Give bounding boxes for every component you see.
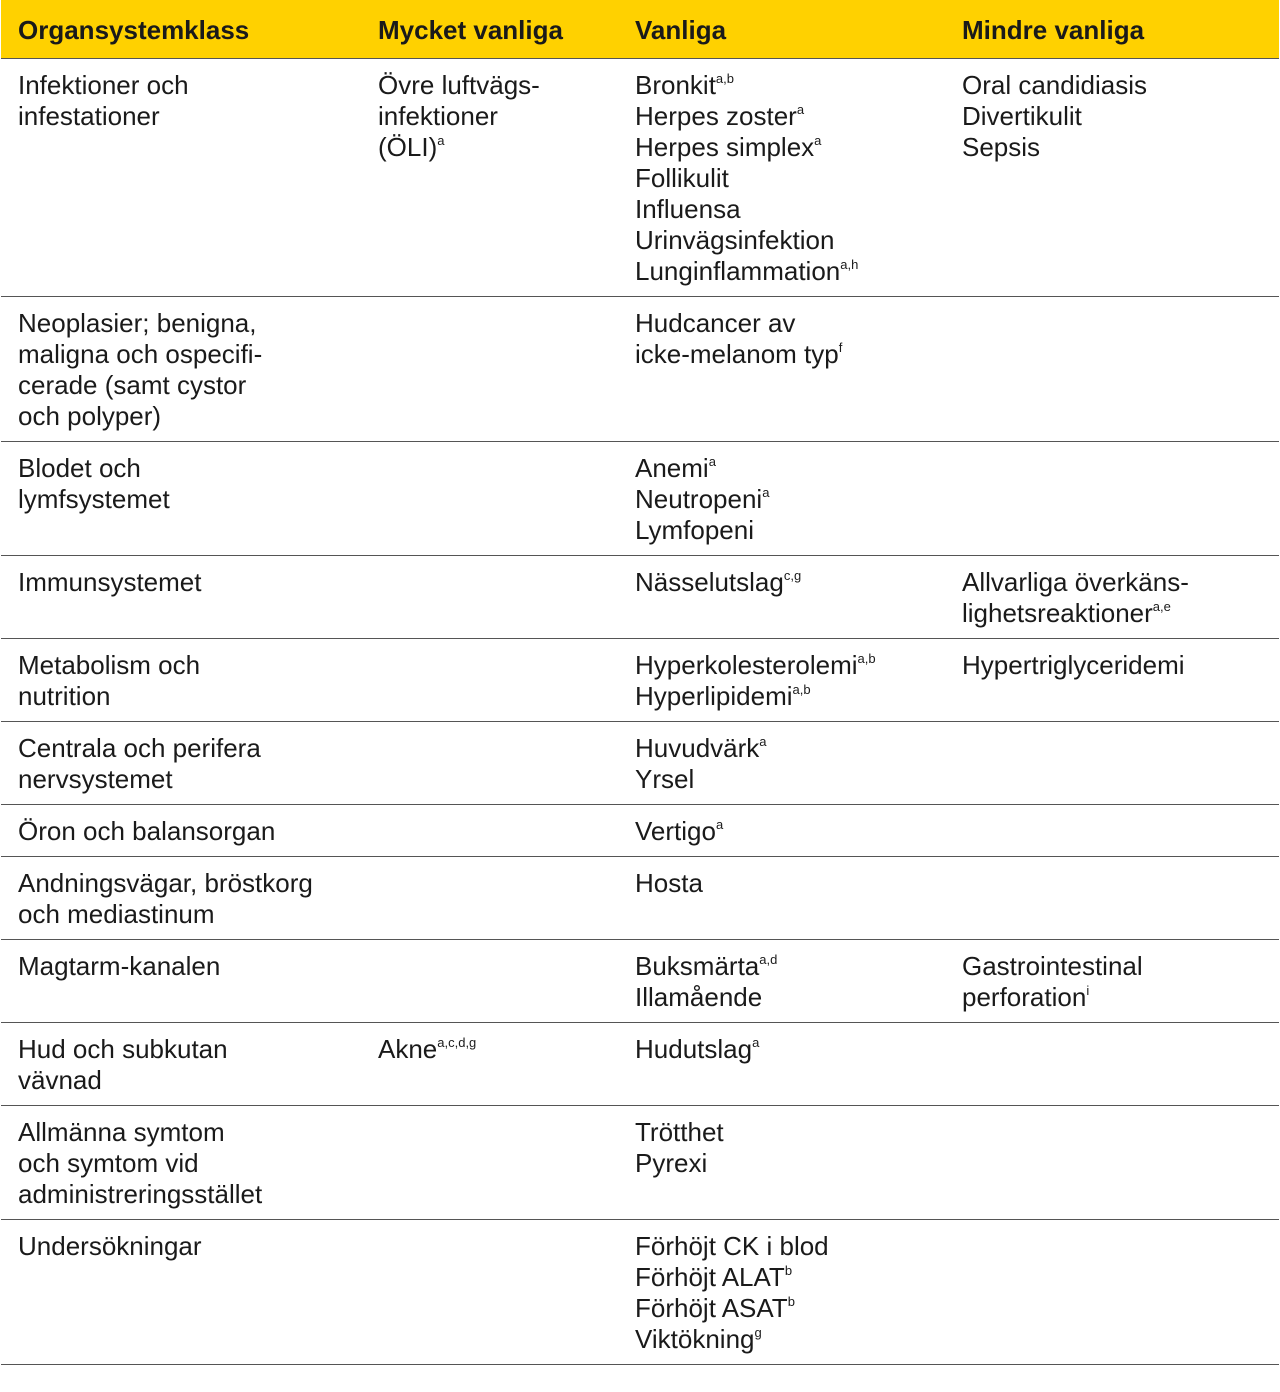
organ-class-line <box>18 764 351 795</box>
table-body <box>1 59 1279 1365</box>
cell-organ-class <box>1 297 361 442</box>
reaction-name: Oral candidiasis <box>962 70 1147 100</box>
footnote-marker: a <box>796 102 805 117</box>
organ-class-line <box>18 453 351 484</box>
cell-uncommon <box>945 297 1279 442</box>
reaction-name: Vertigo <box>635 816 716 846</box>
cell-organ-class <box>1 1023 361 1106</box>
reaction-name: Hosta <box>635 868 703 898</box>
reaction-name: Sepsis <box>962 132 1041 162</box>
reaction-name: Bronkit <box>635 70 716 100</box>
reaction-entry <box>635 1117 935 1148</box>
footnote-marker: c,g <box>783 568 802 583</box>
reaction-entry <box>635 194 935 225</box>
reaction-entry <box>635 868 935 899</box>
cell-organ-class <box>1 722 361 805</box>
cell-organ-class <box>1 59 361 297</box>
reaction-entry <box>635 1293 935 1324</box>
header-uncommon: Mindre vanliga <box>945 0 1279 59</box>
cell-organ-class <box>1 805 361 857</box>
reaction-entry <box>962 951 1269 982</box>
organ-class-text: Undersökningar <box>18 1231 202 1261</box>
cell-common <box>618 805 945 857</box>
cell-common <box>618 722 945 805</box>
footnote-marker: a <box>752 1035 760 1050</box>
adverse-reactions-table <box>1 0 1279 1365</box>
cell-uncommon <box>945 556 1279 639</box>
organ-class-text: cerade (samt cystor <box>18 370 247 400</box>
footnote-marker: b <box>784 1263 793 1278</box>
cell-very-common <box>361 297 618 442</box>
reaction-name: icke-melanom typ <box>635 339 839 369</box>
cell-common <box>618 1220 945 1365</box>
reaction-entry <box>378 70 608 101</box>
reaction-name: Hyperkolesterolemi <box>635 650 858 680</box>
reaction-name: Förhöjt CK i blod <box>635 1231 829 1261</box>
organ-class-text: och mediastinum <box>18 899 215 929</box>
table-row <box>1 1023 1279 1106</box>
footnote-marker: a,d <box>759 952 778 967</box>
table-row <box>1 722 1279 805</box>
reaction-entry <box>378 132 608 163</box>
footnote-marker: a <box>814 133 822 148</box>
organ-class-line <box>18 951 351 982</box>
reaction-name: Hyperlipidemi <box>635 681 793 711</box>
organ-class-text: Metabolism och <box>18 650 201 680</box>
reaction-entry <box>635 132 935 163</box>
organ-class-text: administreringsstället <box>18 1179 263 1209</box>
reaction-entry <box>635 764 935 795</box>
reaction-entry <box>962 70 1269 101</box>
cell-common <box>618 639 945 722</box>
footnote-marker: a <box>715 817 724 832</box>
cell-organ-class <box>1 940 361 1023</box>
header-organ-class: Organsystemklass <box>1 0 361 59</box>
organ-class-line <box>18 650 351 681</box>
reaction-entry <box>635 256 935 287</box>
organ-class-text: och symtom vid <box>18 1148 199 1178</box>
reaction-name: Allvarliga överkäns- <box>962 567 1189 597</box>
organ-class-line <box>18 339 351 370</box>
footnote-marker: a <box>759 734 767 749</box>
reaction-name: Herpes zoster <box>635 101 797 131</box>
footnote-marker: a,c,d,g <box>437 1035 477 1050</box>
organ-class-text: Hud och subkutan <box>18 1034 228 1064</box>
reaction-entry <box>635 982 935 1013</box>
cell-organ-class <box>1 1220 361 1365</box>
reaction-entry <box>635 733 935 764</box>
footnote-marker: a,e <box>1152 599 1171 614</box>
reaction-entry <box>635 70 935 101</box>
table-row <box>1 1220 1279 1365</box>
cell-uncommon <box>945 1023 1279 1106</box>
cell-organ-class <box>1 556 361 639</box>
reaction-entry <box>635 484 935 515</box>
organ-class-line <box>18 1179 351 1210</box>
footnote-marker: a,h <box>840 257 859 272</box>
cell-very-common <box>361 1023 618 1106</box>
table-row <box>1 59 1279 297</box>
reaction-name: Follikulit <box>635 163 729 193</box>
reaction-entry <box>962 598 1269 629</box>
organ-class-line <box>18 1231 351 1262</box>
table-row <box>1 940 1279 1023</box>
organ-class-line <box>18 681 351 712</box>
footnote-marker: a <box>708 454 716 469</box>
organ-class-line <box>18 1065 351 1096</box>
footnote-marker: f <box>838 340 843 355</box>
header-very-common: Mycket vanliga <box>361 0 618 59</box>
organ-class-text: Immunsystemet <box>18 567 202 597</box>
reaction-name: Akne <box>378 1034 438 1064</box>
reaction-entry <box>378 101 608 132</box>
reaction-entry <box>635 1324 935 1355</box>
organ-class-text: lymfsystemet <box>18 484 170 514</box>
cell-uncommon <box>945 59 1279 297</box>
reaction-entry <box>378 1034 608 1065</box>
organ-class-text: Andningsvägar, bröstkorg <box>18 868 313 898</box>
reaction-name: Anemi <box>635 453 709 483</box>
organ-class-text: Centrala och perifera <box>18 733 261 763</box>
reaction-entry <box>635 225 935 256</box>
table-row <box>1 857 1279 940</box>
reaction-name: Huvudvärk <box>635 733 760 763</box>
reaction-name: Illamående <box>635 982 763 1012</box>
reaction-entry <box>635 1262 935 1293</box>
reaction-entry <box>635 163 935 194</box>
organ-class-line <box>18 733 351 764</box>
table-header <box>1 0 1279 59</box>
cell-organ-class <box>1 857 361 940</box>
reaction-name: Lunginflammation <box>635 256 841 286</box>
cell-common <box>618 1023 945 1106</box>
table-row <box>1 1106 1279 1220</box>
cell-common <box>618 297 945 442</box>
cell-very-common <box>361 805 618 857</box>
reaction-name: Förhöjt ALAT <box>635 1262 785 1292</box>
reaction-name: Gastrointestinal <box>962 951 1143 981</box>
cell-very-common <box>361 940 618 1023</box>
cell-very-common <box>361 556 618 639</box>
cell-uncommon <box>945 442 1279 556</box>
footnote-marker: a,b <box>857 651 876 666</box>
reaction-entry <box>962 982 1269 1013</box>
reaction-entry <box>635 1231 935 1262</box>
table-row <box>1 442 1279 556</box>
organ-class-line <box>18 1117 351 1148</box>
organ-class-line <box>18 101 351 132</box>
reaction-name: Neutropeni <box>635 484 763 514</box>
cell-common <box>618 857 945 940</box>
cell-uncommon <box>945 805 1279 857</box>
reaction-entry <box>635 816 935 847</box>
cell-very-common <box>361 1220 618 1365</box>
reaction-entry <box>635 339 935 370</box>
reaction-name: Övre luftvägs- <box>378 70 540 100</box>
reaction-name: perforation <box>962 982 1087 1012</box>
organ-class-text: Blodet och <box>18 453 141 483</box>
reaction-entry <box>962 650 1269 681</box>
organ-class-line <box>18 567 351 598</box>
reaction-entry <box>635 515 935 546</box>
organ-class-text: vävnad <box>18 1065 102 1095</box>
organ-class-line <box>18 868 351 899</box>
reaction-name: Hudcancer av <box>635 308 796 338</box>
table-row <box>1 805 1279 857</box>
cell-very-common <box>361 722 618 805</box>
organ-class-line <box>18 816 351 847</box>
organ-class-text: infestationer <box>18 101 160 131</box>
reaction-name: Lymfopeni <box>635 515 754 545</box>
reaction-entry <box>635 681 935 712</box>
cell-very-common <box>361 857 618 940</box>
cell-uncommon <box>945 639 1279 722</box>
organ-class-text: Öron och balansorgan <box>18 816 276 846</box>
reaction-entry <box>635 1034 935 1065</box>
footnote-marker: a <box>762 485 770 500</box>
organ-class-text: nervsystemet <box>18 764 173 794</box>
table-row <box>1 639 1279 722</box>
cell-organ-class <box>1 1106 361 1220</box>
cell-uncommon <box>945 1220 1279 1365</box>
cell-uncommon <box>945 722 1279 805</box>
header-common: Vanliga <box>618 0 945 59</box>
organ-class-line <box>18 308 351 339</box>
cell-common <box>618 556 945 639</box>
cell-uncommon <box>945 1106 1279 1220</box>
reaction-entry <box>635 101 935 132</box>
reaction-entry <box>635 650 935 681</box>
reaction-entry <box>635 951 935 982</box>
cell-uncommon <box>945 940 1279 1023</box>
organ-class-text: nutrition <box>18 681 111 711</box>
reaction-name: Buksmärta <box>635 951 760 981</box>
reaction-name: (ÖLI) <box>378 132 438 162</box>
reaction-entry <box>635 1148 935 1179</box>
cell-very-common <box>361 59 618 297</box>
reaction-name: Herpes simplex <box>635 132 815 162</box>
reaction-name: Nässelutslag <box>635 567 784 597</box>
cell-common <box>618 59 945 297</box>
organ-class-line <box>18 1034 351 1065</box>
reaction-name: Influensa <box>635 194 741 224</box>
footnote-marker: i <box>1086 983 1090 998</box>
cell-very-common <box>361 442 618 556</box>
reaction-name: Förhöjt ASAT <box>635 1293 788 1323</box>
table-row <box>1 297 1279 442</box>
reaction-name: Yrsel <box>635 764 695 794</box>
reaction-entry <box>635 567 935 598</box>
footnote-marker: a,b <box>792 682 811 697</box>
reaction-entry <box>962 101 1269 132</box>
reaction-name: Hudutslag <box>635 1034 753 1064</box>
organ-class-text: Allmänna symtom <box>18 1117 225 1147</box>
reaction-name: Viktökning <box>635 1324 755 1354</box>
cell-organ-class <box>1 639 361 722</box>
reaction-name: Hypertriglyceridemi <box>962 650 1185 680</box>
cell-common <box>618 442 945 556</box>
reaction-entry <box>962 567 1269 598</box>
table-row <box>1 556 1279 639</box>
cell-organ-class <box>1 442 361 556</box>
reaction-name: infektioner <box>378 101 498 131</box>
footnote-marker: a,b <box>715 71 734 86</box>
footnote-marker: b <box>787 1294 795 1309</box>
organ-class-text: Infektioner och <box>18 70 189 100</box>
reaction-name: Urinvägsinfektion <box>635 225 835 255</box>
organ-class-line <box>18 484 351 515</box>
organ-class-text: Magtarm-kanalen <box>18 951 221 981</box>
organ-class-line <box>18 401 351 432</box>
cell-very-common <box>361 1106 618 1220</box>
organ-class-line <box>18 1148 351 1179</box>
reaction-name: Pyrexi <box>635 1148 708 1178</box>
header-row <box>1 0 1279 59</box>
cell-common <box>618 940 945 1023</box>
organ-class-text: maligna och ospecifi- <box>18 339 263 369</box>
reaction-name: Divertikulit <box>962 101 1082 131</box>
reaction-entry <box>635 453 935 484</box>
organ-class-line <box>18 899 351 930</box>
organ-class-line <box>18 70 351 101</box>
reaction-entry <box>635 308 935 339</box>
footnote-marker: a <box>437 133 445 148</box>
reaction-name: lighetsreaktioner <box>962 598 1153 628</box>
reaction-name: Trötthet <box>635 1117 724 1147</box>
organ-class-text: Neoplasier; benigna, <box>18 308 257 338</box>
footnote-marker: g <box>754 1325 762 1340</box>
reaction-entry <box>962 132 1269 163</box>
organ-class-line <box>18 370 351 401</box>
cell-very-common <box>361 639 618 722</box>
cell-uncommon <box>945 857 1279 940</box>
cell-common <box>618 1106 945 1220</box>
organ-class-text: och polyper) <box>18 401 162 431</box>
